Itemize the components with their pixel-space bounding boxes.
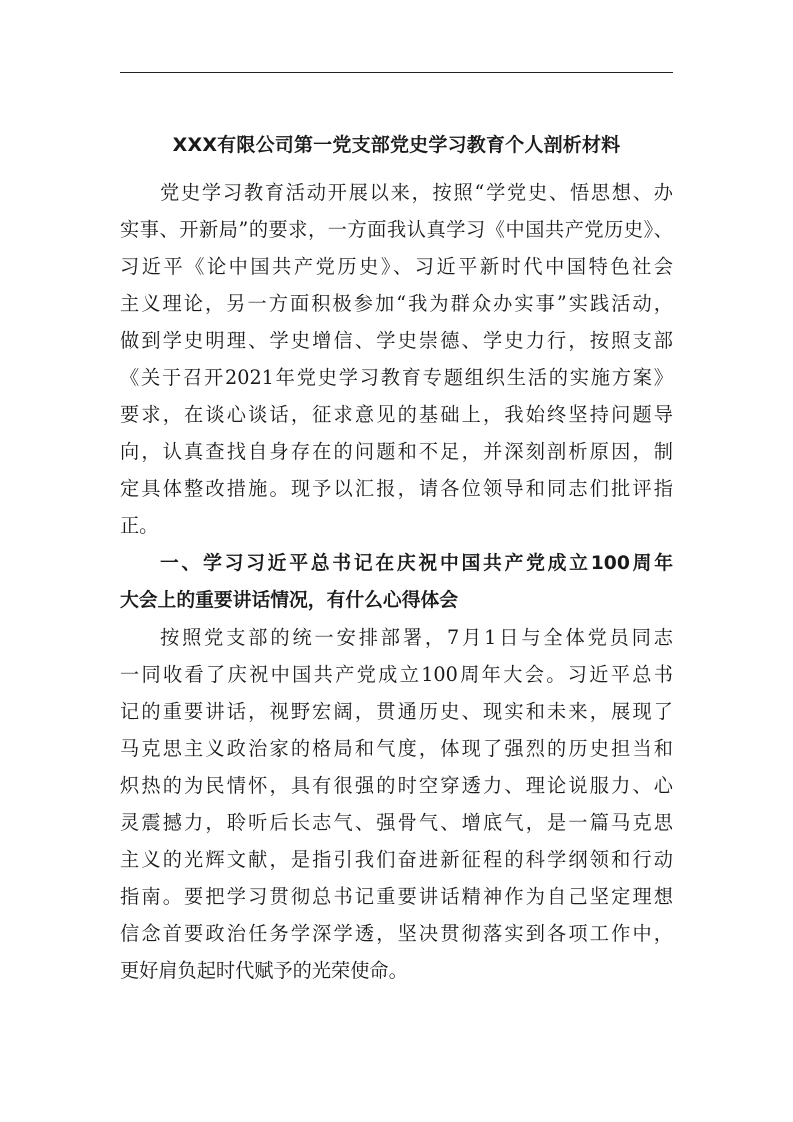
paragraph-line: 主义的光辉文献，是指引我们奋进新征程的科学纲领和行动	[120, 848, 673, 871]
paragraph-line: 灵震撼力，聆听后长志气、强骨气、增底气，是一篇马克思	[120, 811, 673, 834]
paragraph-line: 定具体整改措施。现予以汇报，请各位领导和同志们批评指	[120, 477, 673, 500]
document-title: XXX有限公司第一党支部党史学习教育个人剖析材料	[172, 134, 621, 156]
header-rule	[120, 72, 673, 73]
section-heading-line: 一、学习习近平总书记在庆祝中国共产党成立100周年	[160, 553, 673, 574]
paragraph-line: 更好肩负起时代赋予的光荣使命。	[120, 959, 408, 982]
paragraph-line: 记的重要讲话，视野宏阔，贯通历史、现实和未来，展现了	[120, 700, 673, 723]
paragraph-line: 习近平《论中国共产党历史》、习近平新时代中国特色社会	[120, 255, 673, 278]
paragraph-line: 信念首要政治任务学深学透，坚决贯彻落实到各项工作中，	[120, 922, 673, 945]
paragraph-line: 按照党支部的统一安排部署，7月1日与全体党员同志	[160, 626, 673, 649]
paragraph-line: 实事、开新局”的要求，一方面我认真学习《中国共产党历史》、	[120, 218, 673, 241]
paragraph-line: 指南。要把学习贯彻总书记重要讲话精神作为自己坚定理想	[120, 885, 673, 908]
paragraph-line: 炽热的为民情怀，具有很强的时空穿透力、理论说服力、心	[120, 774, 673, 797]
paragraph-line: 一同收看了庆祝中国共产党成立100周年大会。习近平总书	[120, 663, 673, 686]
paragraph-line: 主义理论，另一方面积极参加“我为群众办实事”实践活动，	[120, 292, 673, 315]
paragraph-line: 要求，在谈心谈话，征求意见的基础上，我始终坚持问题导	[120, 403, 673, 426]
section-heading-line: 大会上的重要讲话情况，有什么心得体会	[120, 590, 459, 611]
paragraph-line: 马克思主义政治家的格局和气度，体现了强烈的历史担当和	[120, 737, 673, 760]
paragraph-line: 党史学习教育活动开展以来，按照“学党史、悟思想、办	[160, 181, 673, 204]
paragraph-line: 正。	[120, 514, 159, 537]
paragraph-line: 向，认真查找自身存在的问题和不足，并深刻剖析原因，制	[120, 440, 673, 463]
paragraph-line: 《关于召开2021年党史学习教育专题组织生活的实施方案》	[120, 366, 673, 389]
paragraph-line: 做到学史明理、学史增信、学史崇德、学史力行，按照支部	[120, 329, 673, 352]
